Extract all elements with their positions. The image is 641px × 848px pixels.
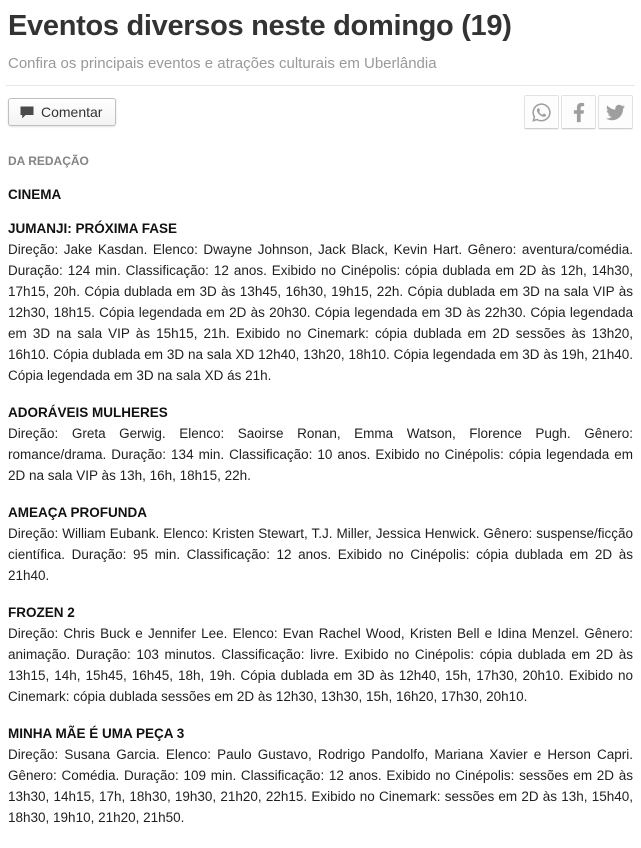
movie-title: MINHA MÃE É UMA PEÇA 3 [8, 726, 185, 741]
byline: DA REDAÇÃO [8, 154, 89, 168]
movie-listing-adoraveis-mulheres [8, 405, 633, 486]
movie-details: Direção: Greta Gerwig. Elenco: Saoirse Ronan, Emma Watson, Florence Pugh. Gênero: romance/drama. Duração: 134 min. Classificação: 10 anos. Exibido no Cinépolis: cópia legendada em 2D na sala VIP às 13h, 16h, 18h15, 22h. [8, 426, 633, 483]
facebook-icon [573, 102, 585, 123]
movie-listing-minha-mae-e-uma-peca-3 [8, 726, 633, 828]
whatsapp-icon [531, 102, 552, 123]
divider [6, 85, 635, 86]
movie-details: Direção: Jake Kasdan. Elenco: Dwayne Johnson, Jack Black, Kevin Hart. Gênero: aventura/comédia. Duração: 124 min. Classificação: 12 anos. Exibido no Cinépolis: cópia dublada em 2D às 12h, 14h30, 17h15, 20h. Cópia dublada em 3D às 13h45, 16h30, 19h15, 22h. Cópia dublada em 3D na sala VIP às 12h30, 18h15. Cópia legendada em 2D às 20h30. Cópia legendada em 3D às 22h30. Cópia legendada em 3D na sala VIP às 15h15, 21h. Exibido no Cinemark: cópia dublada em 2D sessões às 13h20, 16h10. Cópia dublada em 3D na sala XD 12h40, 13h20, 18h10. Cópia legendada em 3D às 19h, 21h40. Cópia legendada em 3D na sala XD ás 21h. [8, 242, 633, 383]
movie-listing-frozen-2 [8, 605, 633, 707]
twitter-icon [605, 103, 626, 122]
movie-details: Direção: Susana Garcia. Elenco: Paulo Gustavo, Rodrigo Pandolfo, Mariana Xavier e Herson Capri. Gênero: Comédia. Duração: 109 min. Classificação: 12 anos. Exibido no Cinépolis: sessões em 2D às 13h30, 14h15, 17h, 18h30, 19h30, 21h20, 22h15. Exibido no Cinemark: sessões em 2D às 13h, 15h40, 18h30, 19h10, 21h20, 21h50. [8, 747, 633, 825]
page-title: Eventos diversos neste domingo (19) [8, 10, 512, 42]
toolbar [8, 94, 633, 130]
comment-button[interactable] [8, 98, 116, 126]
movie-listing-jumanji [8, 221, 633, 386]
facebook-share-button[interactable] [561, 95, 596, 129]
page-subtitle: Confira os principais eventos e atrações culturais em Uberlândia [8, 55, 437, 72]
whatsapp-share-button[interactable] [524, 95, 559, 129]
movie-title: ADORÁVEIS MULHERES [8, 405, 168, 420]
movie-details: Direção: Chris Buck e Jennifer Lee. Elenco: Evan Rachel Wood, Kristen Bell e Idina Menzel. Gênero: animação. Duração: 103 minutos. Classificação: livre. Exibido no Cinépolis: cópia dublada em 2D às 13h15, 14h, 15h45, 16h45, 18h, 19h. Cópia dublada em 3D às 12h40, 15h, 17h30, 20h10. Exibido no Cinemark: cópia dublada sessões em 2D às 12h30, 13h30, 15h, 16h20, 17h30, 20h10. [8, 626, 633, 704]
section-title-cinema: CINEMA [8, 187, 62, 202]
speech-bubble-icon [20, 106, 34, 119]
movie-title: AMEAÇA PROFUNDA [8, 505, 147, 520]
movie-details: Direção: William Eubank. Elenco: Kristen Stewart, T.J. Miller, Jessica Henwick. Gênero: suspense/ficção científica. Duração: 95 min. Classificação: 12 anos. Exibido no Cinépolis: cópia dublada em 2D às 21h40. [8, 526, 633, 583]
movie-title: FROZEN 2 [8, 605, 75, 620]
movie-listing-ameaca-profunda [8, 505, 633, 586]
twitter-share-button[interactable] [598, 95, 633, 129]
comment-button-label: Comentar [41, 104, 103, 120]
share-buttons [524, 95, 633, 129]
movie-title: JUMANJI: PRÓXIMA FASE [8, 221, 178, 236]
